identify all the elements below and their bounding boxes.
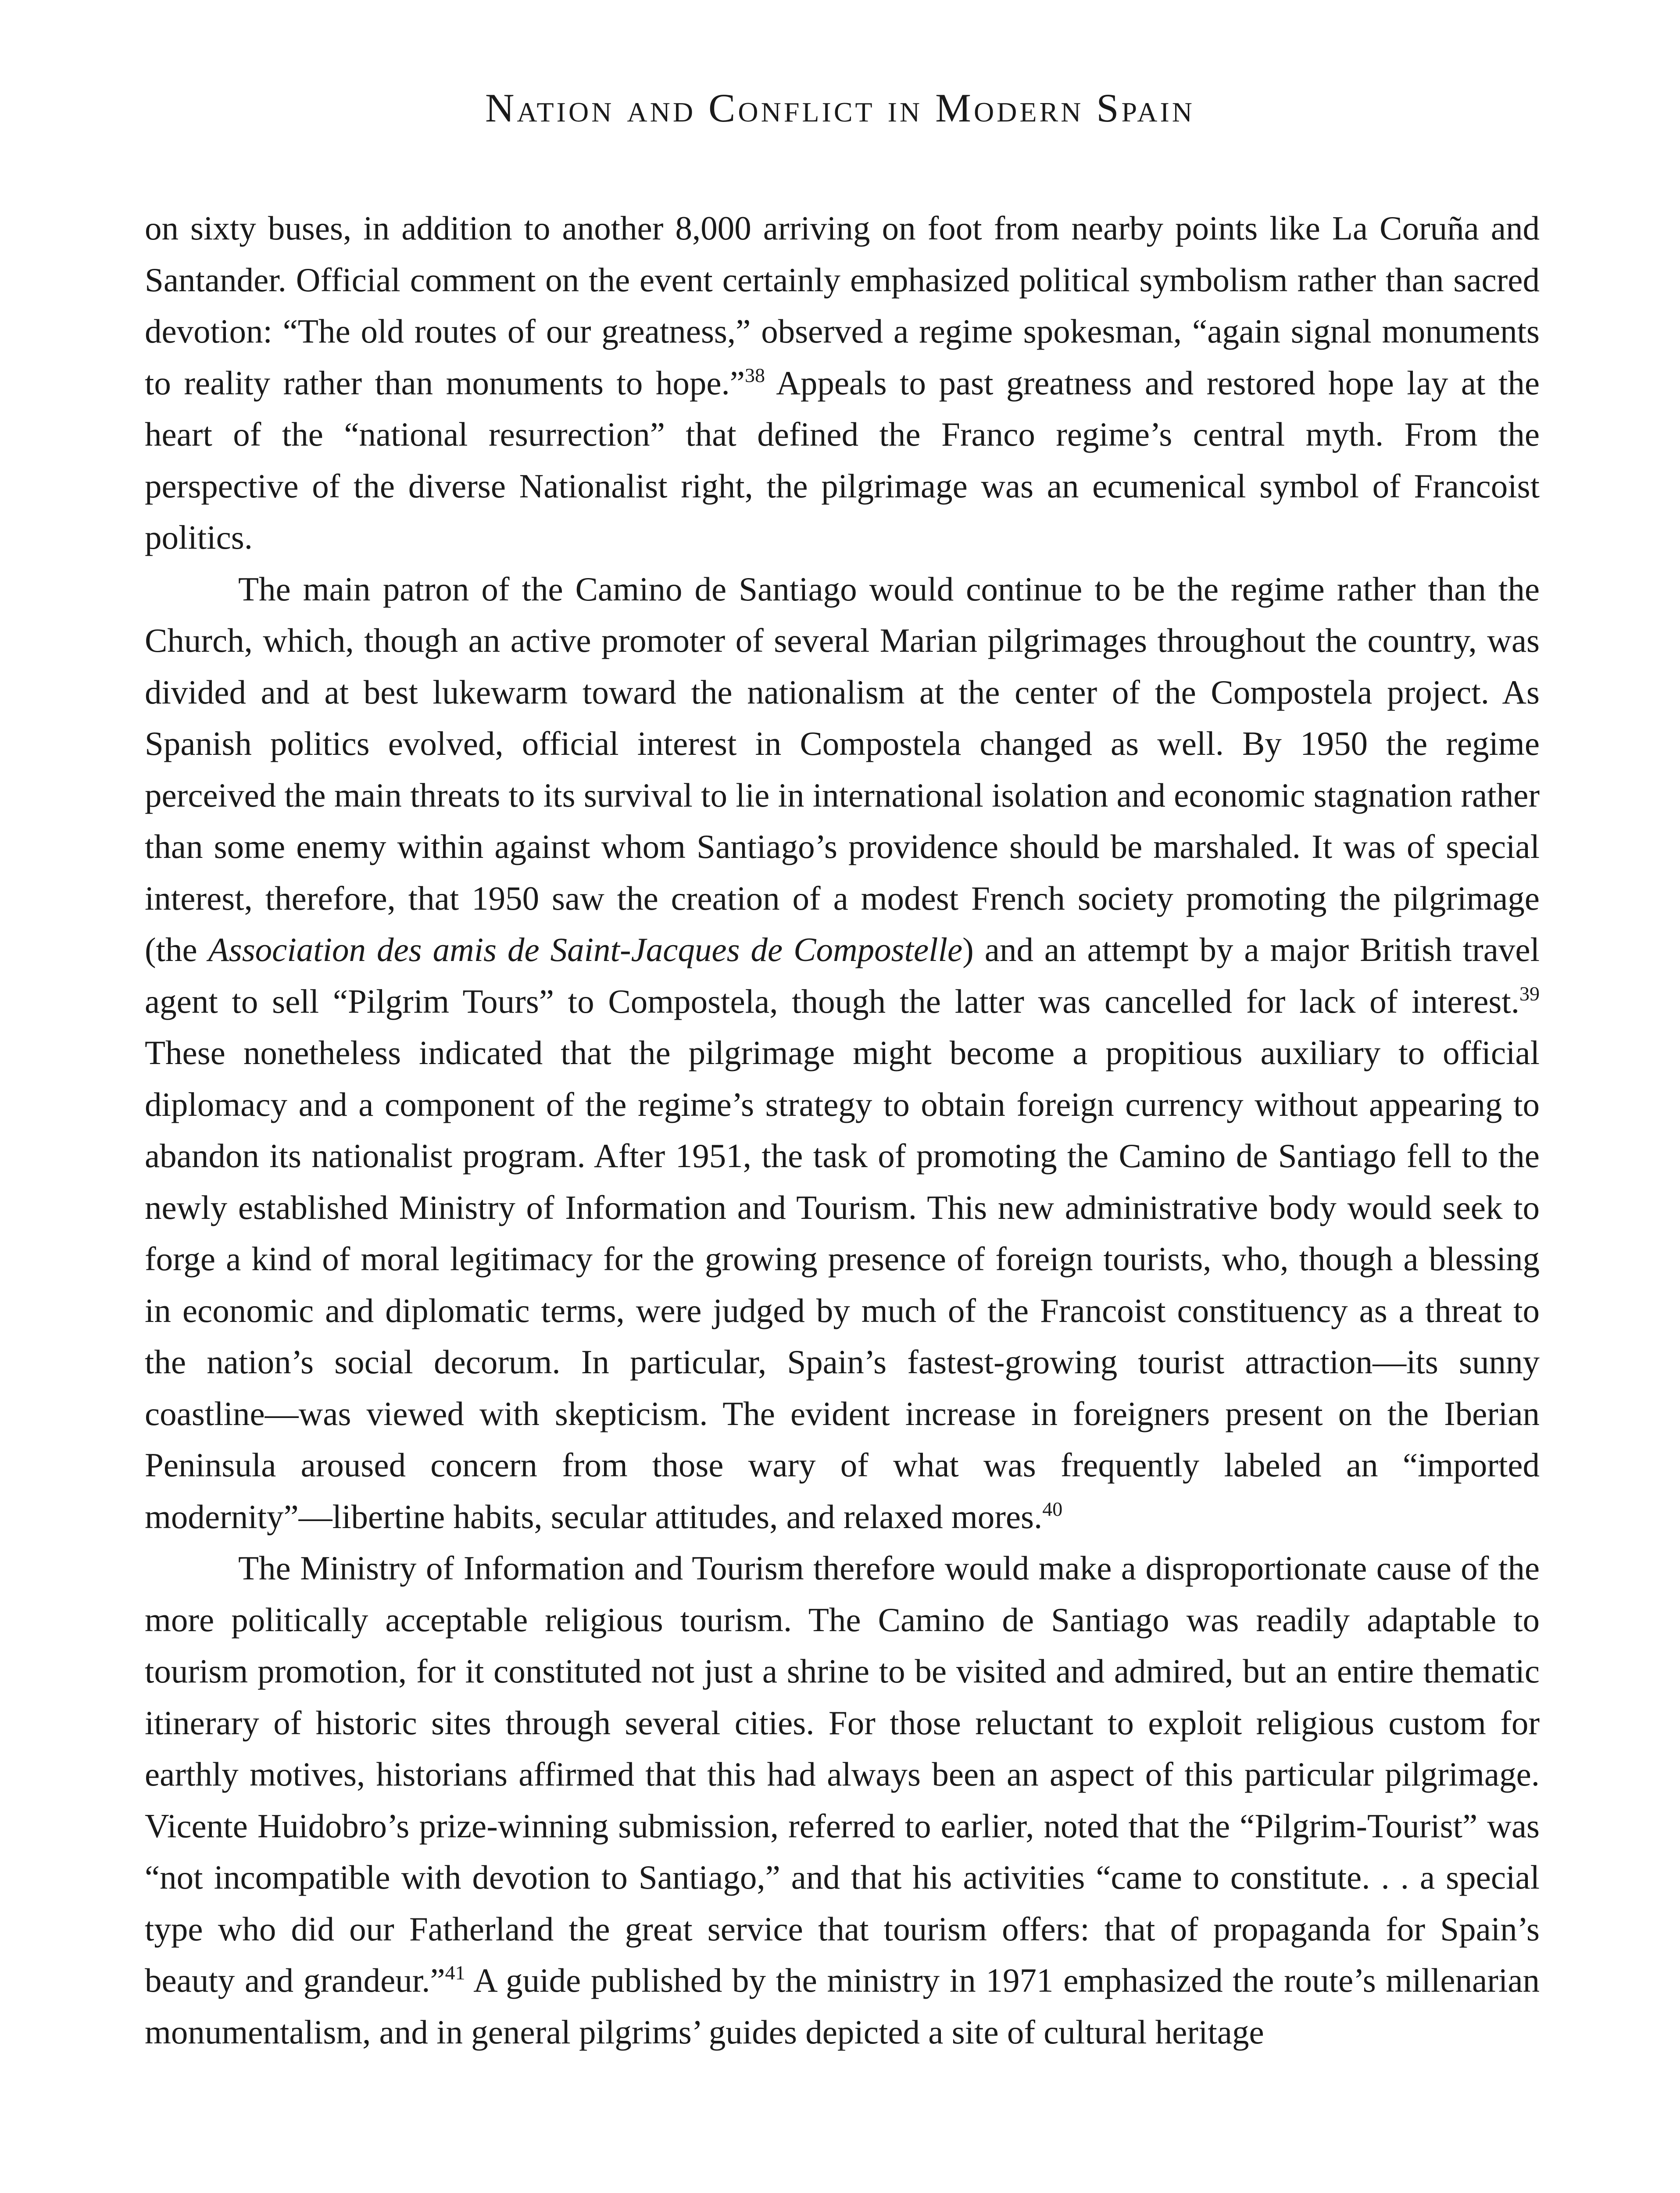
body-text [145,203,1540,2058]
paragraph-3-text-1: The Ministry of Information and Tourism therefore would make a disproportionate cause of the more politically acceptable religious tourism. The Camino de Santiago was readily adaptable to tourism promotion, for it constituted not just a shrine to be visited and admired, but an entire thematic itinerary of historic sites through several cities. For those reluctant to exploit religious custom for earthly motives, historians affirmed that this had always been an aspect of this particular pilgrimage. Vicente Huidobro’s prize-winning submission, referred to earlier, noted that the “Pilgrim-Tourist” was “not incompatible with devotion to Santiago,” and that his activities “came to constitute. . . a special type who did our Fatherland the great service that tourism offers: that of propaganda for Spain’s beauty and grandeur.” [145,1549,1540,1999]
paragraph-2-text-3: These nonetheless indicated that the pilgrimage might become a propitious auxiliary to official diplomacy and a component of the regime’s strategy to obtain foreign currency without appearing to abandon its nationalist program. After 1951, the task of promoting the Camino de Santiago fell to the newly established Ministry of Information and Tourism. This new administrative body would seek to forge a kind of moral legitimacy for the growing presence of foreign tourists, who, though a blessing in economic and diplomatic terms, were judged by much of the Francoist constituency as a threat to the nation’s social decorum. In particular, Spain’s fastest-growing tourist attraction—its sunny coastline—was viewed with skepticism. The evident increase in foreigners present on the Iberian Peninsula aroused concern from those wary of what was frequently labeled an “imported modernity”—libertine habits, secular attitudes, and relaxed mores. [145,1034,1540,1536]
paragraph-2-text-1: The main patron of the Camino de Santiago would continue to be the regime rather than the Church, which, though an active promoter of several Marian pilgrimages throughout the country, was divided and at best lukewarm toward the nationalism at the center of the Compostela project. As Spanish politics evolved, official interest in Compostela changed as well. By 1950 the regime perceived the main threats to its survival to lie in international isolation and economic stagnation rather than some enemy within against whom Santiago’s providence should be marshaled. It was of special interest, therefore, that 1950 saw the creation of a modest French society promoting the pilgrimage (the [145,570,1540,968]
footnote-ref-41: 41 [445,1961,465,1984]
running-head: Nation and Conflict in Modern Spain [485,86,1195,130]
paragraph-1 [145,203,1540,564]
footnote-ref-38: 38 [744,364,765,386]
paragraph-2 [145,564,1540,1543]
paragraph-2-italic-title: Association des amis de Saint-Jacques de Compostelle [208,931,963,968]
paragraph-1-text-1: on sixty buses, in addition to another 8,000 arriving on foot from nearby points like La Coruña and Santander. Official comment on the event certainly emphasized political symbolism rather than sacred devotion: “The old routes of our greatness,” observed a regime spokesman, “again signal monuments to reality rather than monuments to hope.” [145,209,1540,402]
paragraph-2-text-2: ) and an attempt by a major British travel agent to sell “Pilgrim Tours” to Compostela, though the latter was cancelled for lack of interest. [145,931,1540,1020]
footnote-ref-40: 40 [1042,1497,1063,1520]
paragraph-3 [145,1543,1540,2058]
paragraph-3-text-2: A guide published by the ministry in 1971 emphasized the route’s millenarian monumentalism, and in general pilgrims’ guides depicted a site of cultural heritage [145,1961,1540,2051]
footnote-ref-39: 39 [1519,982,1540,1005]
paragraph-1-text-2: Appeals to past greatness and restored hope lay at the heart of the “national resurrection” that defined the Franco regime’s central myth. From the perspective of the diverse Nationalist right, the pilgrimage was an ecumenical symbol of Francoist politics. [145,364,1540,556]
